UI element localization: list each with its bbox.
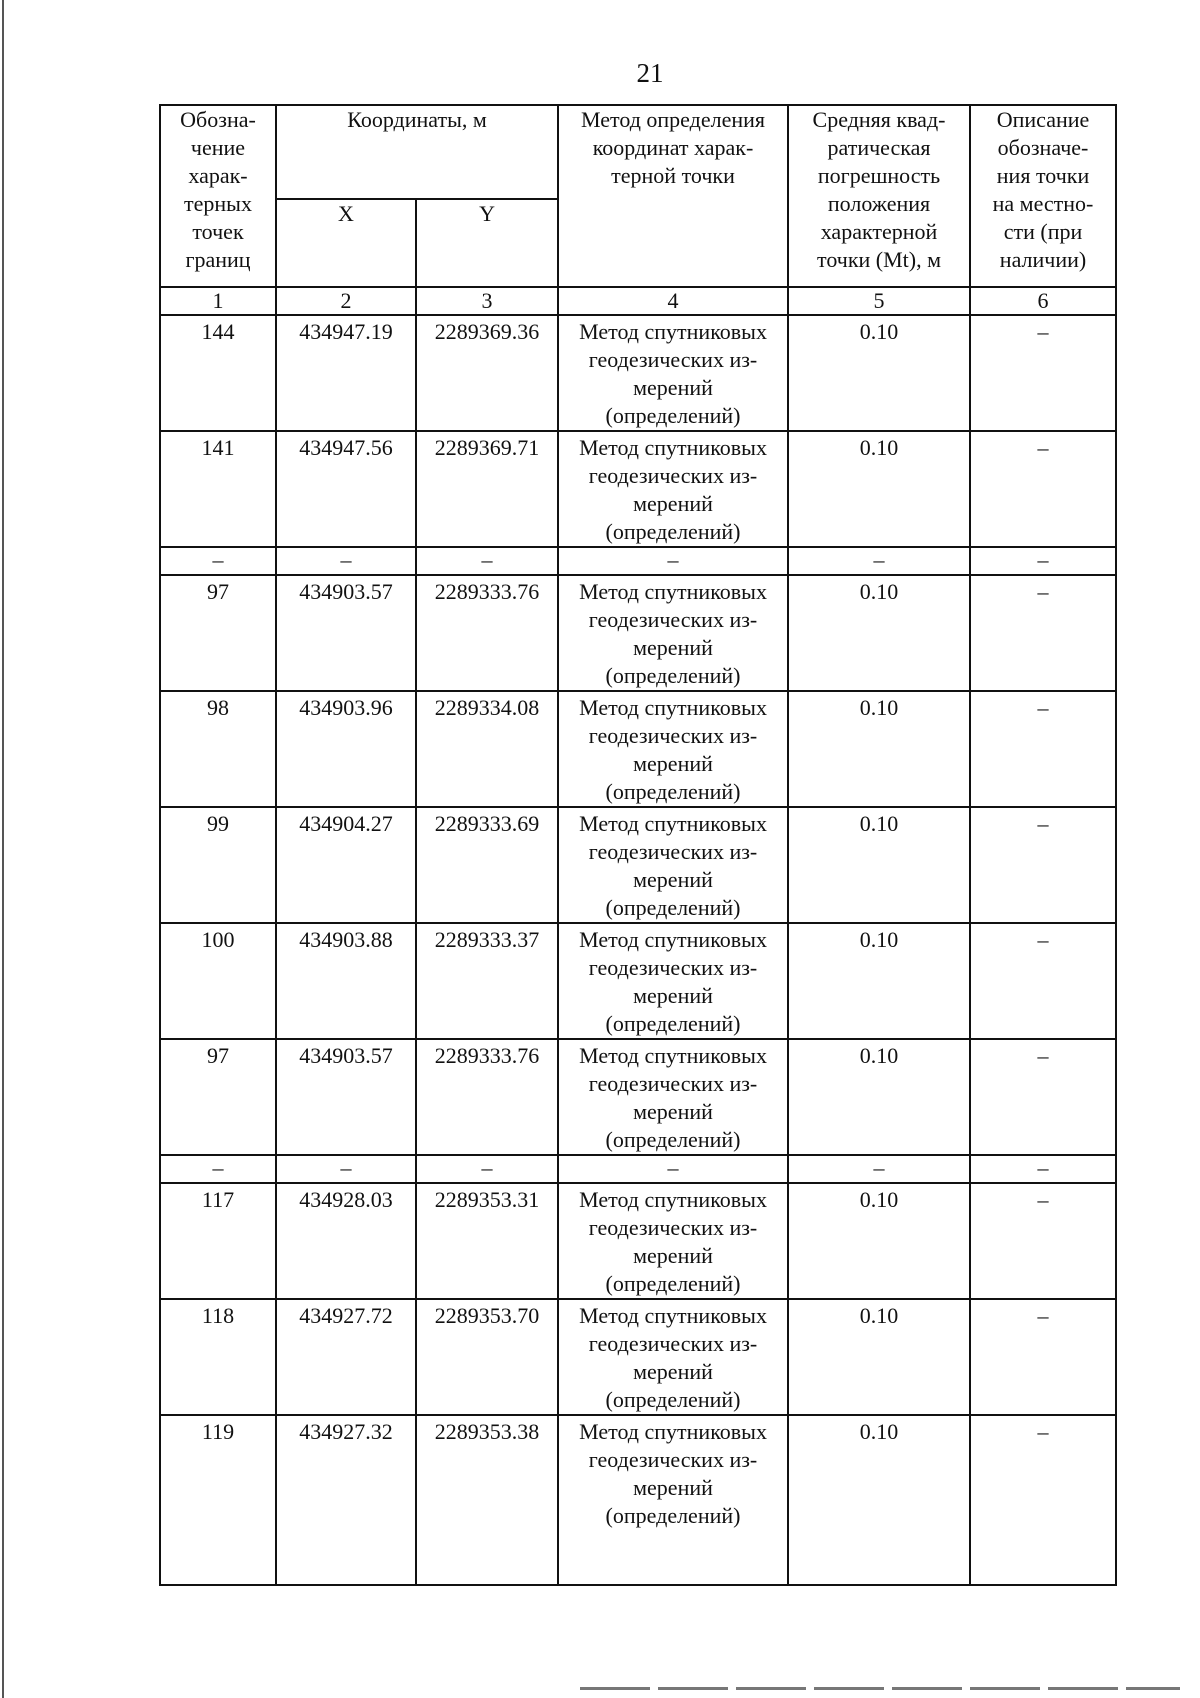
- cell-y: –: [416, 547, 558, 575]
- cell-point: 98: [160, 691, 276, 807]
- column-number: 3: [416, 287, 558, 315]
- header-coordinates: Координаты, м: [276, 105, 558, 199]
- cell-description: –: [970, 691, 1116, 807]
- cell-x: 434903.96: [276, 691, 416, 807]
- cell-mean-error: 0.10: [788, 1039, 970, 1155]
- cell-y: 2289333.37: [416, 923, 558, 1039]
- cell-description: –: [970, 1183, 1116, 1299]
- cell-x: 434903.57: [276, 575, 416, 691]
- cell-method: Метод спутниковых геодезических из- мерений (определений): [558, 1415, 788, 1585]
- cell-point: 144: [160, 315, 276, 431]
- cell-point: 141: [160, 431, 276, 547]
- cell-x: 434904.27: [276, 807, 416, 923]
- cell-mean-error: 0.10: [788, 1299, 970, 1415]
- table-row: [160, 691, 1116, 807]
- cell-mean-error: 0.10: [788, 1415, 970, 1585]
- cell-description: –: [970, 575, 1116, 691]
- table-header: [160, 105, 1116, 315]
- cell-method: Метод спутниковых геодезических из- мерений (определений): [558, 691, 788, 807]
- cell-method: Метод спутниковых геодезических из- мерений (определений): [558, 315, 788, 431]
- cell-y: 2289369.71: [416, 431, 558, 547]
- column-number: 5: [788, 287, 970, 315]
- column-number: 6: [970, 287, 1116, 315]
- cell-y: 2289369.36: [416, 315, 558, 431]
- cell-point: 100: [160, 923, 276, 1039]
- cell-x: 434927.72: [276, 1299, 416, 1415]
- cell-x: 434927.32: [276, 1415, 416, 1585]
- table-row: [160, 807, 1116, 923]
- cell-mean-error: 0.10: [788, 315, 970, 431]
- page-number: 21: [636, 58, 664, 88]
- table-row: [160, 923, 1116, 1039]
- cell-point: –: [160, 1155, 276, 1183]
- cell-point: 99: [160, 807, 276, 923]
- separator-row: [160, 547, 1116, 575]
- cell-x: –: [276, 1155, 416, 1183]
- cell-point: 118: [160, 1299, 276, 1415]
- cell-mean-error: –: [788, 1155, 970, 1183]
- cell-mean-error: 0.10: [788, 807, 970, 923]
- header-x: X: [276, 199, 416, 287]
- cell-method: Метод спутниковых геодезических из- мерений (определений): [558, 575, 788, 691]
- cell-method: –: [558, 1155, 788, 1183]
- cell-point: 97: [160, 575, 276, 691]
- cell-point: 97: [160, 1039, 276, 1155]
- table-row: [160, 431, 1116, 547]
- cell-description: –: [970, 1039, 1116, 1155]
- table-row: [160, 1039, 1116, 1155]
- cell-y: 2289333.69: [416, 807, 558, 923]
- table-row: [160, 1299, 1116, 1415]
- scan-edge-line: [2, 0, 4, 1698]
- column-number: 4: [558, 287, 788, 315]
- coordinates-table: [159, 104, 1117, 1586]
- cell-mean-error: 0.10: [788, 431, 970, 547]
- table-row: [160, 1183, 1116, 1299]
- cell-method: Метод спутниковых геодезических из- мерений (определений): [558, 1183, 788, 1299]
- table-row: [160, 315, 1116, 431]
- column-number-row: [160, 287, 1116, 315]
- separator-row: [160, 1155, 1116, 1183]
- cell-x: 434903.88: [276, 923, 416, 1039]
- cell-y: –: [416, 1155, 558, 1183]
- table-row: [160, 1415, 1116, 1585]
- table-body: [160, 315, 1116, 1585]
- cell-y: 2289333.76: [416, 1039, 558, 1155]
- cell-description: –: [970, 547, 1116, 575]
- cell-mean-error: 0.10: [788, 691, 970, 807]
- cell-method: Метод спутниковых геодезических из- мерений (определений): [558, 807, 788, 923]
- cell-point: 119: [160, 1415, 276, 1585]
- cell-y: 2289353.38: [416, 1415, 558, 1585]
- cell-description: –: [970, 1415, 1116, 1585]
- cell-mean-error: –: [788, 547, 970, 575]
- scan-artifact-line: [580, 1687, 1180, 1690]
- cell-x: 434903.57: [276, 1039, 416, 1155]
- header-y: Y: [416, 199, 558, 287]
- cell-y: 2289353.70: [416, 1299, 558, 1415]
- cell-method: Метод спутниковых геодезических из- мерений (определений): [558, 923, 788, 1039]
- cell-y: 2289353.31: [416, 1183, 558, 1299]
- cell-mean-error: 0.10: [788, 1183, 970, 1299]
- header-point-designation: Обозна- чение харак- терных точек границ: [160, 105, 276, 287]
- cell-x: 434947.56: [276, 431, 416, 547]
- table-row: [160, 575, 1116, 691]
- header-mean-error: Средняя квад- ратическая погрешность положения характерной точки (Mt), м: [788, 105, 970, 287]
- cell-y: 2289334.08: [416, 691, 558, 807]
- header-method: Метод определения координат харак- терной точки: [558, 105, 788, 287]
- cell-description: –: [970, 923, 1116, 1039]
- cell-description: –: [970, 1299, 1116, 1415]
- cell-mean-error: 0.10: [788, 923, 970, 1039]
- cell-point: –: [160, 547, 276, 575]
- column-number: 2: [276, 287, 416, 315]
- header-description: Описание обозначе- ния точки на местно- сти (при наличии): [970, 105, 1116, 287]
- cell-method: Метод спутниковых геодезических из- мерений (определений): [558, 1299, 788, 1415]
- cell-x: 434947.19: [276, 315, 416, 431]
- cell-mean-error: 0.10: [788, 575, 970, 691]
- cell-description: –: [970, 315, 1116, 431]
- cell-x: 434928.03: [276, 1183, 416, 1299]
- cell-x: –: [276, 547, 416, 575]
- cell-description: –: [970, 807, 1116, 923]
- cell-method: Метод спутниковых геодезических из- мерений (определений): [558, 431, 788, 547]
- cell-description: –: [970, 1155, 1116, 1183]
- cell-y: 2289333.76: [416, 575, 558, 691]
- cell-point: 117: [160, 1183, 276, 1299]
- cell-description: –: [970, 431, 1116, 547]
- column-number: 1: [160, 287, 276, 315]
- cell-method: –: [558, 547, 788, 575]
- cell-method: Метод спутниковых геодезических из- мерений (определений): [558, 1039, 788, 1155]
